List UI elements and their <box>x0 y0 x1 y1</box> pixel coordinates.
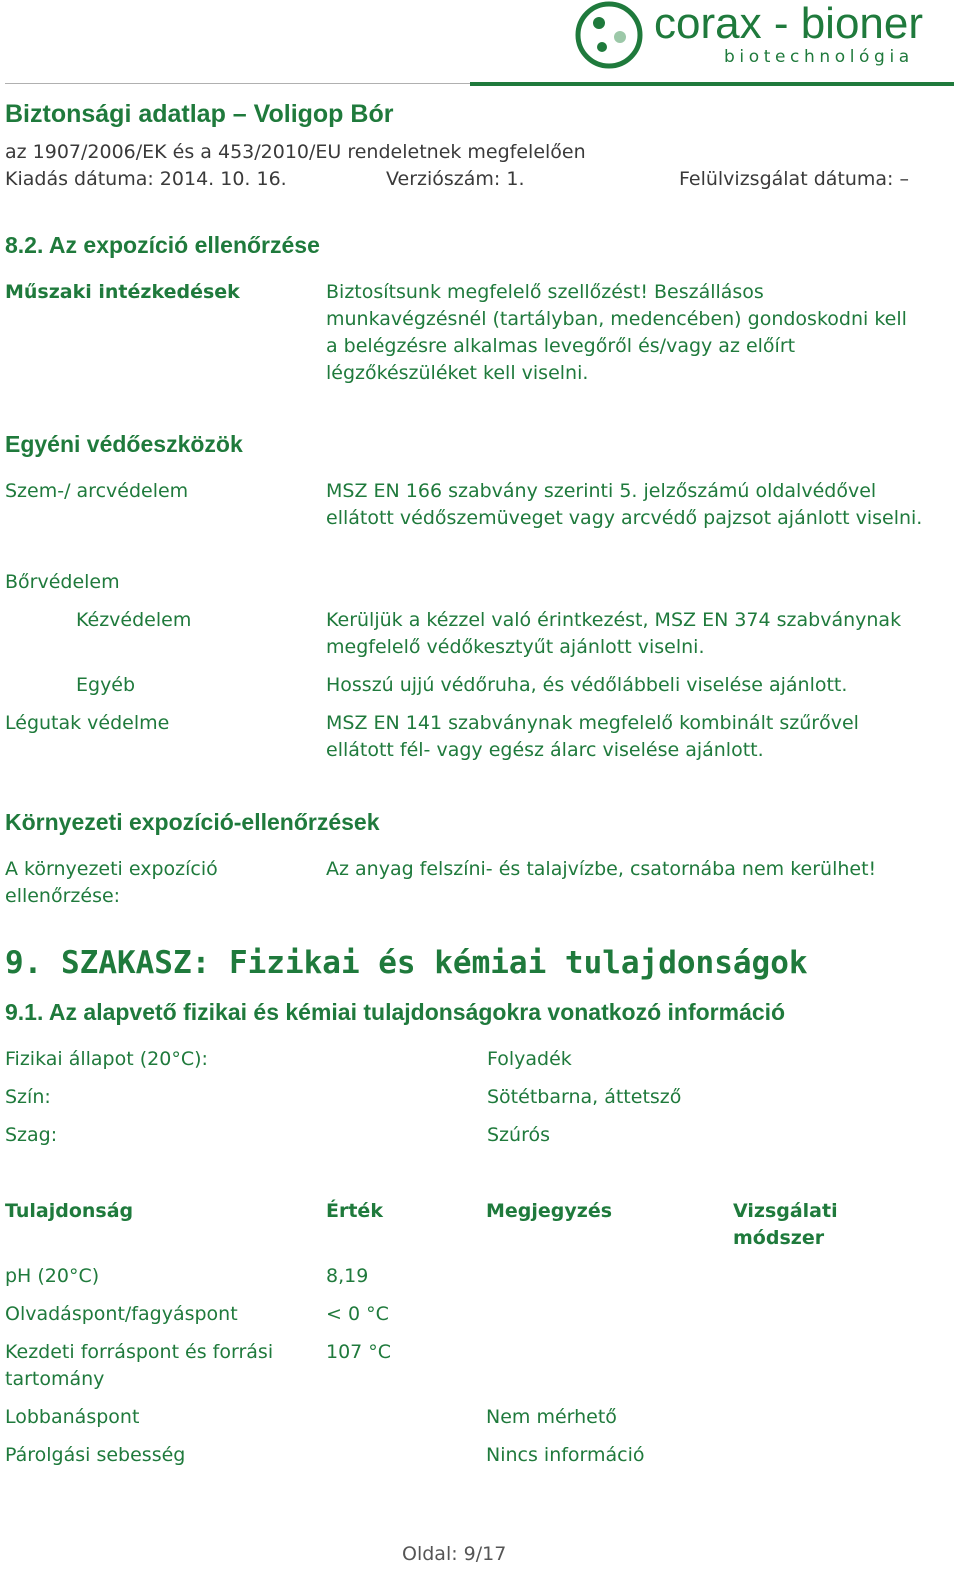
section-9-title: 9. SZAKASZ: Fizikai és kémiai tulajdonságok <box>5 945 808 981</box>
text-line: Kerüljük a kézzel való érintkezést, MSZ EN 374 szabványnak <box>326 609 902 631</box>
logo-subtitle: biotechnológia <box>724 47 914 67</box>
cell-value: 107 °C <box>326 1341 392 1363</box>
color-label: Szín: <box>5 1086 51 1108</box>
environmental-controls-text: Az anyag felszíni- és talajvízbe, csatornába nem kerülhet! <box>326 858 877 880</box>
color-value: Sötétbarna, áttetsző <box>487 1086 682 1108</box>
hand-protection-label: Kézvédelem <box>76 609 192 631</box>
text-line: MSZ EN 166 szabvány szerinti 5. jelzőszámú oldalvédővel <box>326 480 877 502</box>
respiratory-protection-label: Légutak védelme <box>5 712 170 734</box>
environmental-controls-title: Környezeti expozíció-ellenőrzések <box>5 809 380 835</box>
cell-value: < 0 °C <box>326 1303 389 1325</box>
text-line: ellenőrzése: <box>5 885 121 907</box>
other-protection-text: Hosszú ujjú védőruha, és védőlábbeli viselése ajánlott. <box>326 674 848 696</box>
ppe-title: Egyéni védőeszközök <box>5 431 243 457</box>
page-number: Oldal: 9/17 <box>402 1543 507 1565</box>
text-line: MSZ EN 141 szabványnak megfelelő kombinált szűrővel <box>326 712 859 734</box>
text-line: Vizsgálati <box>733 1200 838 1222</box>
regulation-line: az 1907/2006/EK és a 453/2010/EU rendeletnek megfelelően <box>5 141 586 163</box>
issue-date: Kiadás dátuma: 2014. 10. 16. <box>5 168 287 190</box>
version-number: Verziószám: 1. <box>386 168 525 190</box>
column-header-note: Megjegyzés <box>486 1200 613 1222</box>
respiratory-protection-text <box>326 710 859 764</box>
environmental-controls-label <box>5 856 218 910</box>
text-line: Kezdeti forráspont és forrási <box>5 1341 274 1363</box>
company-logo <box>574 0 924 72</box>
state-label: Fizikai állapot (20°C): <box>5 1048 208 1070</box>
eye-protection-text <box>326 478 922 532</box>
review-date: Felülvizsgálat dátuma: – <box>679 168 909 190</box>
cell-property: Olvadáspont/fagyáspont <box>5 1303 238 1325</box>
column-header-method <box>733 1198 838 1252</box>
odor-value: Szúrós <box>487 1124 550 1146</box>
text-line: tartomány <box>5 1368 105 1390</box>
text-line: megfelelő védőkesztyűt ajánlott viselni. <box>326 636 705 658</box>
state-value: Folyadék <box>487 1048 572 1070</box>
cell-property <box>5 1339 273 1393</box>
column-header-property: Tulajdonság <box>5 1200 134 1222</box>
text-line: ellátott védőszemüveget vagy arcvédő pajzsot ajánlott viselni. <box>326 507 923 529</box>
cell-note: Nincs információ <box>486 1444 645 1466</box>
text-line: a belégzésre alkalmas levegőről és/vagy az előírt <box>326 335 796 357</box>
logo-name: corax - bioner <box>654 0 924 48</box>
text-line: légzőkészüléket kell viselni. <box>326 362 589 384</box>
technical-measures-text <box>326 279 907 387</box>
other-protection-label: Egyéb <box>76 674 136 696</box>
document-title: Biztonsági adatlap – Voligop Bór <box>5 100 394 128</box>
technical-measures-label: Műszaki intézkedések <box>5 281 240 303</box>
text-line: A környezeti expozíció <box>5 858 218 880</box>
text-line: ellátott fél- vagy egész álarc viselése ajánlott. <box>326 739 764 761</box>
odor-label: Szag: <box>5 1124 58 1146</box>
text-line: módszer <box>733 1227 825 1249</box>
eye-protection-label: Szem-/ arcvédelem <box>5 480 189 502</box>
section-8-2-title: 8.2. Az expozíció ellenőrzése <box>5 232 320 258</box>
hand-protection-text <box>326 607 901 661</box>
skin-protection-label: Bőrvédelem <box>5 571 120 593</box>
column-header-value: Érték <box>326 1200 383 1222</box>
cell-property: Lobbanáspont <box>5 1406 140 1428</box>
cell-value: 8,19 <box>326 1265 369 1287</box>
header-rule-thick <box>470 82 954 86</box>
cell-property: pH (20°C) <box>5 1265 100 1287</box>
text-line: munkavégzésnél (tartályban, medencében) gondoskodni kell <box>326 308 907 330</box>
cell-note: Nem mérhető <box>486 1406 617 1428</box>
cell-property: Párolgási sebesség <box>5 1444 186 1466</box>
section-9-1-title: 9.1. Az alapvető fizikai és kémiai tulajdonságokra vonatkozó információ <box>5 999 786 1025</box>
logo-circle-icon <box>574 0 646 72</box>
text-line: Biztosítsunk megfelelő szellőzést! Beszállásos <box>326 281 764 303</box>
